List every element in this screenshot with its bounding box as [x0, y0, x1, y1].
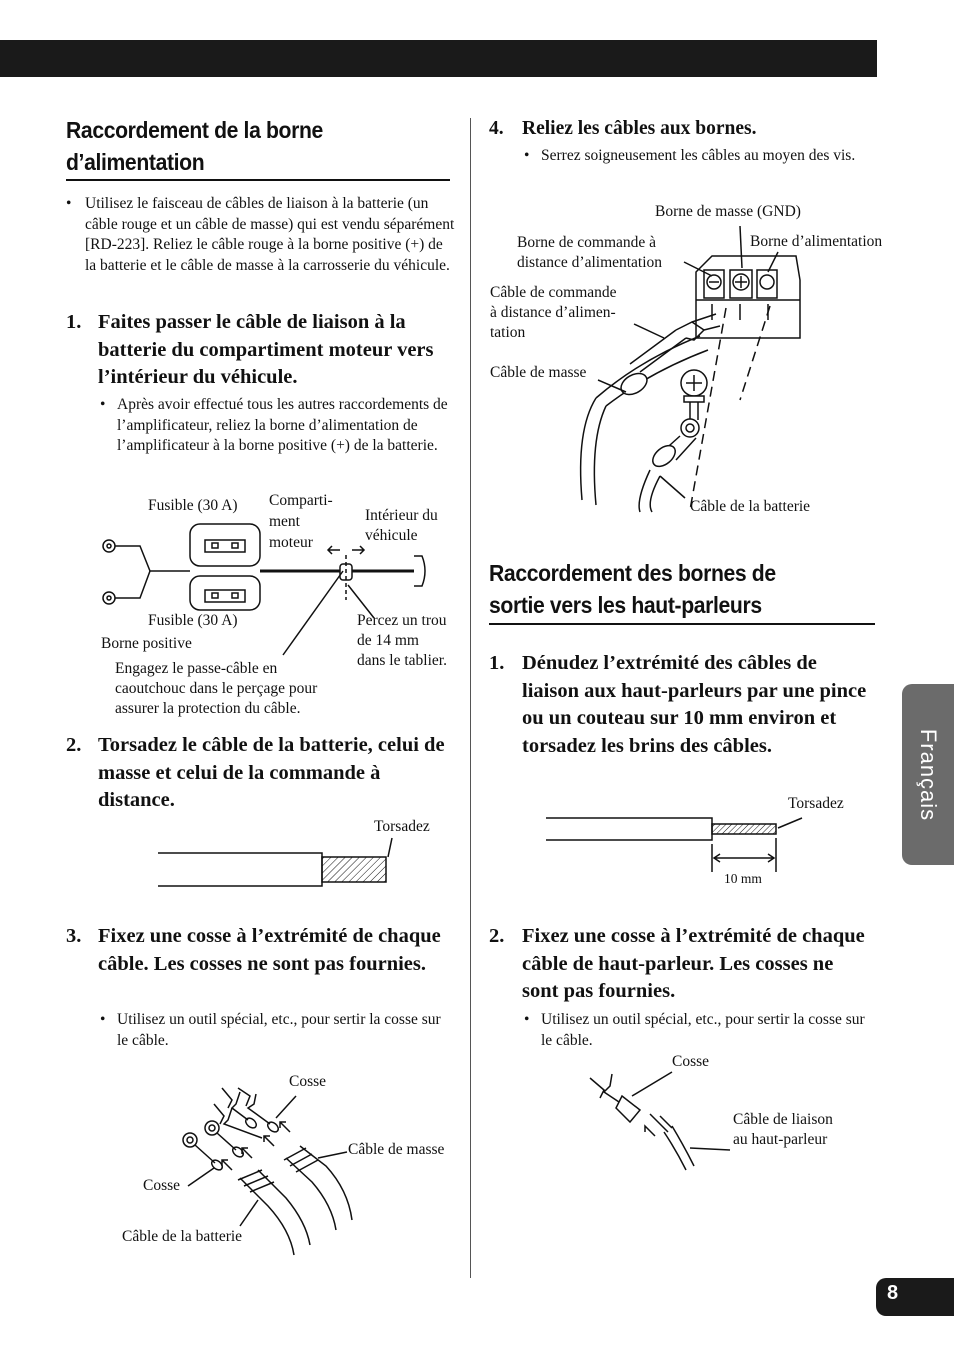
label-vehicle-interior: Intérieur du véhicule: [365, 507, 438, 544]
bullet-mark: •: [66, 195, 72, 212]
label-gnd-terminal: Borne de masse (GND): [655, 203, 801, 220]
label-ground-cable-right: Câble de masse: [490, 364, 587, 381]
label-twist-right: Torsadez: [788, 795, 844, 812]
label-lug-top: Cosse: [289, 1073, 327, 1090]
label-fuse-bottom: Fusible (30 A): [148, 612, 238, 629]
step-number: 2.: [66, 734, 82, 756]
label-engine-compartment: Comparti- ment moteur: [269, 492, 333, 551]
language-tab-label: Français: [916, 728, 941, 821]
step2-text: Torsadez le câble de la batterie, celui de masse et celui de la commande à distance.: [98, 734, 445, 811]
language-tab[interactable]: [902, 684, 954, 865]
label-speaker-lug: Cosse: [672, 1053, 710, 1070]
bullet-mark: •: [100, 396, 106, 413]
step-number: 2.: [489, 925, 505, 947]
label-drill-hole: Percez un trou de 14 mm dans le tablier.: [357, 612, 447, 669]
bullet-mark: •: [524, 147, 530, 164]
section-title-speakers: Raccordement des bornes de sortie vers les haut-parleurs: [489, 560, 776, 618]
step3-text: Fixez une cosse à l’extrémité de chaque câble. Les cosses ne sont pas fournies.: [98, 925, 441, 975]
step4-bullet: Serrez soigneusement les câbles au moyen des vis.: [541, 147, 856, 164]
label-twist: Torsadez: [374, 818, 430, 835]
intro-paragraph: Utilisez le faisceau de câbles de liaison à la batterie (un câble rouge et un câble de masse) qui est vendu séparément [RD-223]. Reliez le câble rouge à la borne positive (+) de la batterie et le câble de masse à la carrosserie du véhicule.: [85, 195, 455, 274]
label-speaker-cable: Câble de liaison au haut-parleur: [733, 1111, 833, 1148]
section-title-power: Raccordement de la borne d’alimentation: [66, 117, 323, 175]
speaker-step2-bullet: Utilisez un outil spécial, etc., pour sertir la cosse sur le câble.: [541, 1011, 865, 1049]
page-number-tab: [876, 1278, 954, 1316]
step-number: 1.: [66, 311, 82, 333]
speaker-step1-text: Dénudez l’extrémité des câbles de liaison aux haut-parleurs par une pince ou un couteau sur 10 mm environ et torsadez les brins des câbles.: [522, 652, 867, 757]
page-number: 8: [887, 1282, 899, 1304]
step4-text: Reliez les câbles aux bornes.: [522, 118, 757, 139]
step-number: 4.: [489, 118, 504, 139]
step-number: 1.: [489, 652, 505, 674]
speaker-step2-text: Fixez une cosse à l’extrémité de chaque câble de haut-parleur. Les cosses ne sont pas fournies.: [522, 925, 865, 1002]
label-positive-terminal: Borne positive: [101, 635, 192, 652]
step1-bullet: Après avoir effectué tous les autres raccordements de l’amplificateur, reliez la borne d’alimentation de l’amplificateur à la borne positive (+) de la batterie.: [117, 396, 448, 454]
label-grommet: Engagez le passe-câble en caoutchouc dans le perçage pour assurer la protection du câble.: [115, 660, 318, 717]
label-fuse-top: Fusible (30 A): [148, 497, 238, 514]
label-lug-left: Cosse: [143, 1177, 181, 1194]
label-remote-cable: Câble de commande à distance d’alimen- tation: [490, 284, 617, 341]
label-battery-cable: Câble de la batterie: [122, 1228, 243, 1245]
bullet-mark: •: [524, 1011, 530, 1028]
step1-text: Faites passer le câble de liaison à la batterie du compartiment moteur vers l’intérieur du véhicule.: [98, 311, 434, 388]
step3-bullet: Utilisez un outil spécial, etc., pour sertir la cosse sur le câble.: [117, 1011, 441, 1049]
label-ground-cable: Câble de masse: [348, 1141, 445, 1158]
label-10mm: 10 mm: [724, 871, 762, 886]
label-power-terminal: Borne d’alimentation: [750, 233, 883, 250]
label-battery-cable-right: Câble de la batterie: [690, 498, 811, 515]
label-remote-terminal: Borne de commande à distance d’alimentation: [517, 234, 663, 271]
bullet-mark: •: [100, 1011, 106, 1028]
step-number: 3.: [66, 925, 82, 947]
